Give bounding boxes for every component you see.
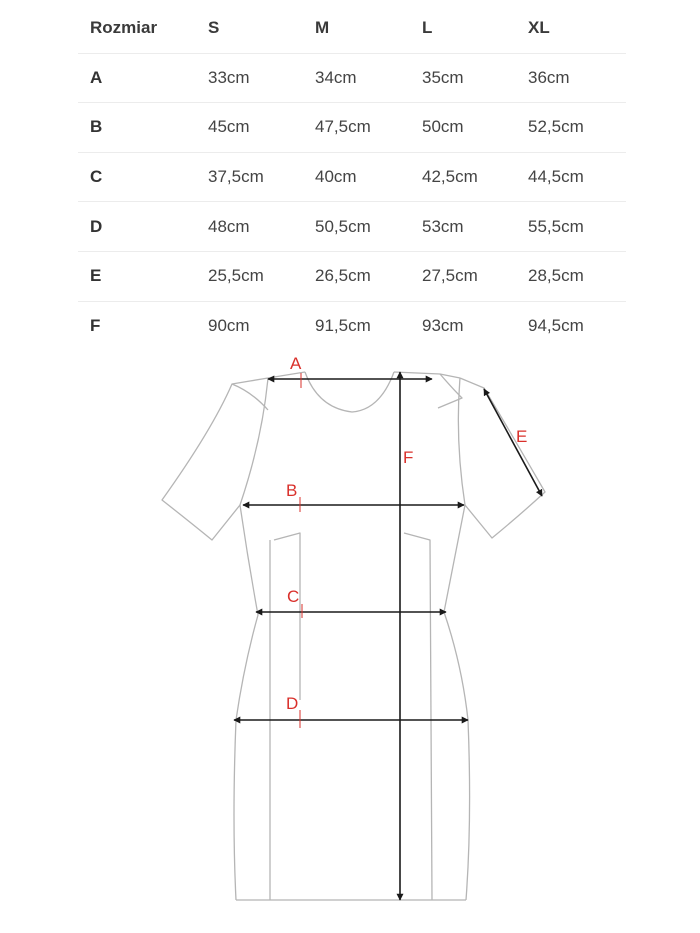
header-size: Rozmiar — [78, 4, 196, 53]
table-cell: 33cm — [196, 53, 303, 103]
table-cell: 26,5cm — [303, 251, 410, 301]
table-cell: 48cm — [196, 202, 303, 252]
dress-right-sleeve — [460, 378, 545, 538]
label-d: D — [286, 694, 299, 713]
row-label: B — [78, 103, 196, 153]
header-s: S — [196, 4, 303, 53]
row-label: A — [78, 53, 196, 103]
label-a: A — [290, 354, 302, 373]
table-cell: 42,5cm — [410, 152, 516, 202]
measurement-arrows — [234, 372, 542, 900]
table-cell: 35cm — [410, 53, 516, 103]
table-cell: 55,5cm — [516, 202, 626, 252]
row-label: F — [90, 315, 101, 335]
label-c: C — [287, 587, 300, 606]
table-cell: 44,5cm — [516, 152, 626, 202]
header-xl: XL — [516, 4, 626, 53]
table-cell: 36cm — [516, 53, 626, 103]
dress-left-sleeve — [162, 378, 268, 540]
table-cell: 40cm — [303, 152, 410, 202]
dress-right-panel — [404, 533, 432, 900]
dress-left-edge — [234, 378, 268, 900]
table-cell: 37,5cm — [196, 152, 303, 202]
row-label: D — [78, 202, 196, 252]
table-cell: 28,5cm — [516, 251, 626, 301]
dress-outline — [162, 372, 545, 900]
table-row — [78, 103, 626, 153]
table-cell: 53cm — [410, 202, 516, 252]
dress-left-sleeve-seam — [232, 384, 268, 410]
table-row — [78, 202, 626, 252]
table-row — [78, 53, 626, 103]
label-e: E — [516, 427, 528, 446]
row-label: C — [78, 152, 196, 202]
table-cell: 27,5cm — [410, 251, 516, 301]
label-b: B — [286, 481, 298, 500]
table-cell: 50cm — [410, 103, 516, 153]
table-cell: 34cm — [303, 53, 410, 103]
size-table — [78, 4, 626, 350]
table-cell: 91,5cm — [315, 315, 371, 335]
table-cell: 90cm — [208, 315, 250, 335]
table-cell: 94,5cm — [528, 315, 584, 335]
dress-measurement-diagram — [0, 345, 700, 933]
table-row — [78, 152, 626, 202]
header-m: M — [303, 4, 410, 53]
table-row — [78, 251, 626, 301]
dress-right-shoulder — [394, 372, 460, 378]
table-cell: 50,5cm — [303, 202, 410, 252]
dress-neckline — [305, 372, 394, 412]
row-label: E — [78, 251, 196, 301]
table-row — [78, 301, 626, 350]
table-cell: 93cm — [422, 315, 464, 335]
table-cell: 52,5cm — [516, 103, 626, 153]
table-cell: 47,5cm — [303, 103, 410, 153]
table-cell: 25,5cm — [196, 251, 303, 301]
dress-right-edge — [444, 378, 470, 900]
table-header-row — [78, 4, 626, 53]
arrow-e — [484, 389, 542, 496]
table-cell: 45cm — [196, 103, 303, 153]
header-l: L — [410, 4, 516, 53]
label-f: F — [403, 448, 414, 467]
